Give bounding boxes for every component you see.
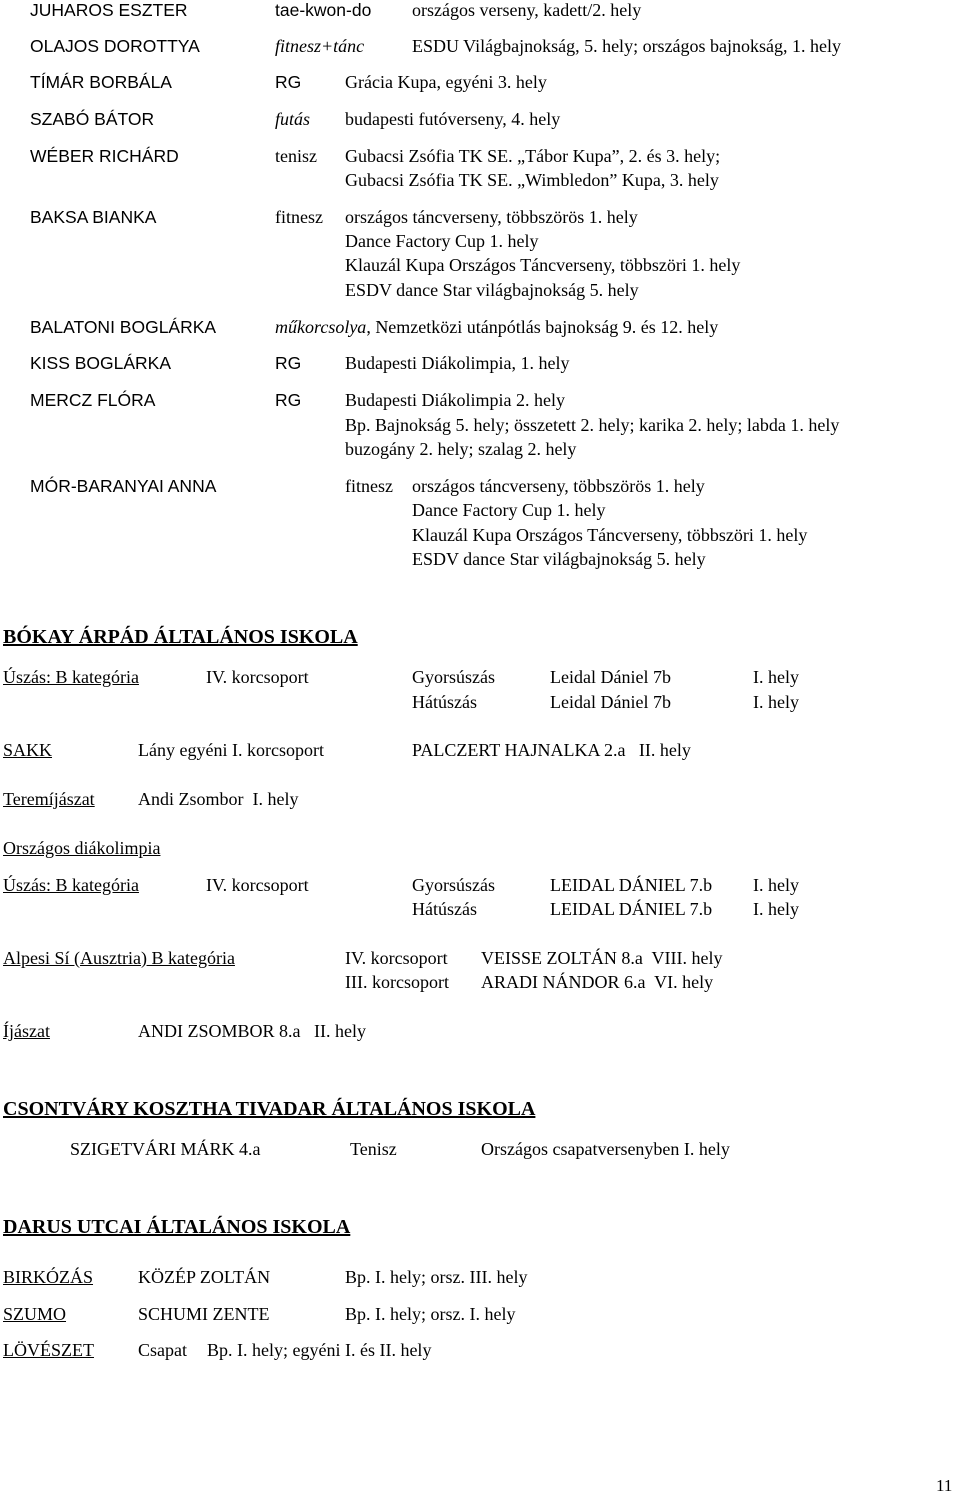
result: Bp. I. hely; orsz. III. hely [345, 1267, 528, 1287]
age-group: IV. korcsoport [206, 875, 309, 895]
event: Gyorsúszás [412, 667, 495, 687]
subsection-label: Országos diákolimpia [3, 838, 161, 858]
school-heading: BÓKAY ÁRPÁD ÁLTALÁNOS ISKOLA [3, 626, 358, 648]
result: PALCZERT HAJNALKA 2.a II. hely [412, 740, 691, 760]
athlete-result: Dance Factory Cup 1. hely [345, 231, 539, 251]
athlete-result: ESDV dance Star világbajnokság 5. hely [345, 280, 639, 300]
place: I. hely [753, 875, 799, 895]
athlete-name: KISS BOGLÁRKA [30, 353, 172, 373]
athlete-sport: tae-kwon-do [275, 0, 372, 20]
student: Leidal Dániel 7b [550, 667, 671, 687]
athlete-name: JUHAROS ESZTER [30, 0, 188, 20]
sport: BIRKÓZÁS [3, 1267, 94, 1287]
place: I. hely [753, 899, 799, 919]
result: Országos csapatversenyben I. hely [481, 1139, 730, 1159]
athlete-result: Klauzál Kupa Országos Táncverseny, többszöri 1. hely [345, 255, 741, 275]
athlete-result-line [275, 317, 718, 337]
athlete-sport: tenisz [275, 146, 317, 166]
athlete-result: Dance Factory Cup 1. hely [412, 500, 606, 520]
category-label: SAKK [3, 740, 53, 760]
age-group: III. korcsoport [345, 972, 449, 992]
place: I. hely [753, 692, 799, 712]
event: Gyorsúszás [412, 875, 495, 895]
school-heading: DARUS UTCAI ÁLTALÁNOS ISKOLA [3, 1216, 351, 1238]
athlete-name: SZABÓ BÁTOR [30, 109, 155, 129]
athlete-name: WÉBER RICHÁRD [30, 146, 179, 166]
result: VEISSE ZOLTÁN 8.a VIII. hely [481, 948, 723, 968]
student: LEIDAL DÁNIEL 7.b [550, 875, 713, 895]
athlete-result: ESDV dance Star világbajnokság 5. hely [412, 549, 706, 569]
age-group: IV. korcsoport [345, 948, 448, 968]
category-label: Úszás: B kategória [3, 667, 139, 687]
category-label: Íjászat [3, 1021, 50, 1041]
athlete-name: TÍMÁR BORBÁLA [30, 72, 172, 92]
athlete-result: budapesti futóverseny, 4. hely [345, 109, 561, 129]
athlete-result: országos verseny, kadett/2. hely [412, 0, 642, 20]
athlete-result: Budapesti Diákolimpia 2. hely [345, 390, 565, 410]
result: ANDI ZSOMBOR 8.a II. hely [138, 1021, 366, 1041]
athlete-name: OLAJOS DOROTTYA [30, 36, 200, 56]
athlete-name: MÓR-BARANYAI ANNA [30, 476, 217, 496]
athlete-name: BAKSA BIANKA [30, 207, 157, 227]
athlete-sport: RG [275, 390, 302, 410]
student: KÖZÉP ZOLTÁN [138, 1267, 271, 1287]
athlete-sport: műkorcsolya [275, 317, 367, 337]
place: I. hely [753, 667, 799, 687]
result: Andi Zsombor I. hely [138, 789, 299, 809]
result: Bp. I. hely; egyéni I. és II. hely [207, 1340, 432, 1360]
result: Bp. I. hely; orsz. I. hely [345, 1304, 516, 1324]
event: Hátúszás [412, 899, 477, 919]
athlete-result: Gubacsi Zsófia TK SE. „Wimbledon” Kupa, 3. hely [345, 170, 719, 190]
student: Csapat [138, 1340, 187, 1360]
sport: SZUMO [3, 1304, 67, 1324]
student: SZIGETVÁRI MÁRK 4.a [70, 1139, 261, 1159]
athlete-sport: fitnesz [345, 476, 393, 496]
sport: LÖVÉSZET [3, 1340, 94, 1360]
athlete-result: országos táncverseny, többszörös 1. hely [412, 476, 705, 496]
athlete-result: ESDU Világbajnokság, 5. hely; országos bajnokság, 1. hely [412, 36, 842, 56]
athlete-sport: RG [275, 72, 302, 92]
event: Hátúszás [412, 692, 477, 712]
athlete-sport: fitnesz [275, 207, 323, 227]
category-label: Teremíjászat [3, 789, 95, 809]
school-heading: CSONTVÁRY KOSZTHA TIVADAR ÁLTALÁNOS ISKOLA [3, 1098, 536, 1120]
page-number: 11 [936, 1476, 953, 1495]
athlete-result: Klauzál Kupa Országos Táncverseny, többszöri 1. hely [412, 525, 808, 545]
student: LEIDAL DÁNIEL 7.b [550, 899, 713, 919]
athlete-result: Bp. Bajnokság 5. hely; összetett 2. hely; karika 2. hely; labda 1. hely [345, 415, 840, 435]
sport: Tenisz [350, 1139, 397, 1159]
category-label: Úszás: B kategória [3, 875, 139, 895]
athlete-name: MERCZ FLÓRA [30, 390, 156, 410]
athlete-sport: futás [275, 109, 311, 129]
student: SCHUMI ZENTE [138, 1304, 270, 1324]
age-group: Lány egyéni I. korcsoport [138, 740, 324, 760]
category-label: Alpesi Sí (Ausztria) B kategória [3, 948, 235, 968]
result: ARADI NÁNDOR 6.a VI. hely [481, 972, 714, 992]
age-group: IV. korcsoport [206, 667, 309, 687]
athlete-result: , Nemzetközi utánpótlás bajnokság 9. és 12. hely [366, 317, 719, 337]
athlete-sport: fitnesz+tánc [275, 36, 365, 56]
athlete-result: buzogány 2. hely; szalag 2. hely [345, 439, 577, 459]
athlete-sport: RG [275, 353, 302, 373]
athlete-result: Grácia Kupa, egyéni 3. hely [345, 72, 547, 92]
athlete-result: Budapesti Diákolimpia, 1. hely [345, 353, 570, 373]
athlete-name: BALATONI BOGLÁRKA [30, 317, 217, 337]
athlete-result: országos táncverseny, többszörös 1. hely [345, 207, 638, 227]
athlete-result: Gubacsi Zsófia TK SE. „Tábor Kupa”, 2. és 3. hely; [345, 146, 721, 166]
student: Leidal Dániel 7b [550, 692, 671, 712]
